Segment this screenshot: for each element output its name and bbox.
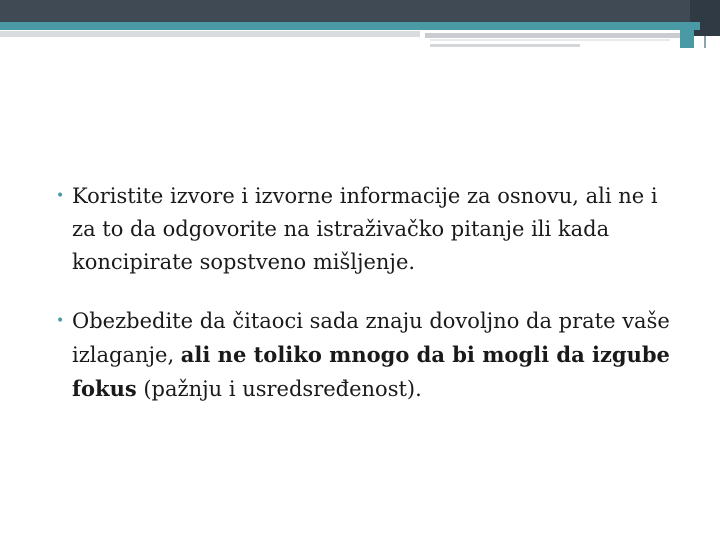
bullet-dot-icon: • [56,188,65,204]
header-band-teal [0,22,700,30]
header-band-dark-corner [690,0,720,36]
bullet-text: Koristite izvore i izvorne informacije za osnovu, ali ne i za to da odgovorite na istraživačko pitanje ili kada koncipirate sopstveno mišljenje. [72,184,658,274]
bullet-text-trailing: (pažnju i usredsređenost). [136,377,422,401]
header-band-line [430,39,670,41]
header-band-grey-secondary [425,33,680,38]
header-band-grey [0,31,420,37]
header-band-dark [0,0,720,22]
header-band-grey-tertiary [430,44,580,47]
bullet-item [56,305,676,406]
header-band-vertical [704,36,706,48]
bullet-item [56,180,676,279]
bullet-text [72,309,670,401]
slide-content [56,180,676,432]
bullet-dot-icon: • [56,313,65,329]
bullet-text-regular: Obezbedite da čitaoci sada znaju dovoljno da prate vaše izlaganje, [72,309,670,367]
header-band-teal-corner [680,22,694,48]
bullet-text-bold: ali ne toliko mnogo da bi mogli da izgube fokus [72,342,670,401]
